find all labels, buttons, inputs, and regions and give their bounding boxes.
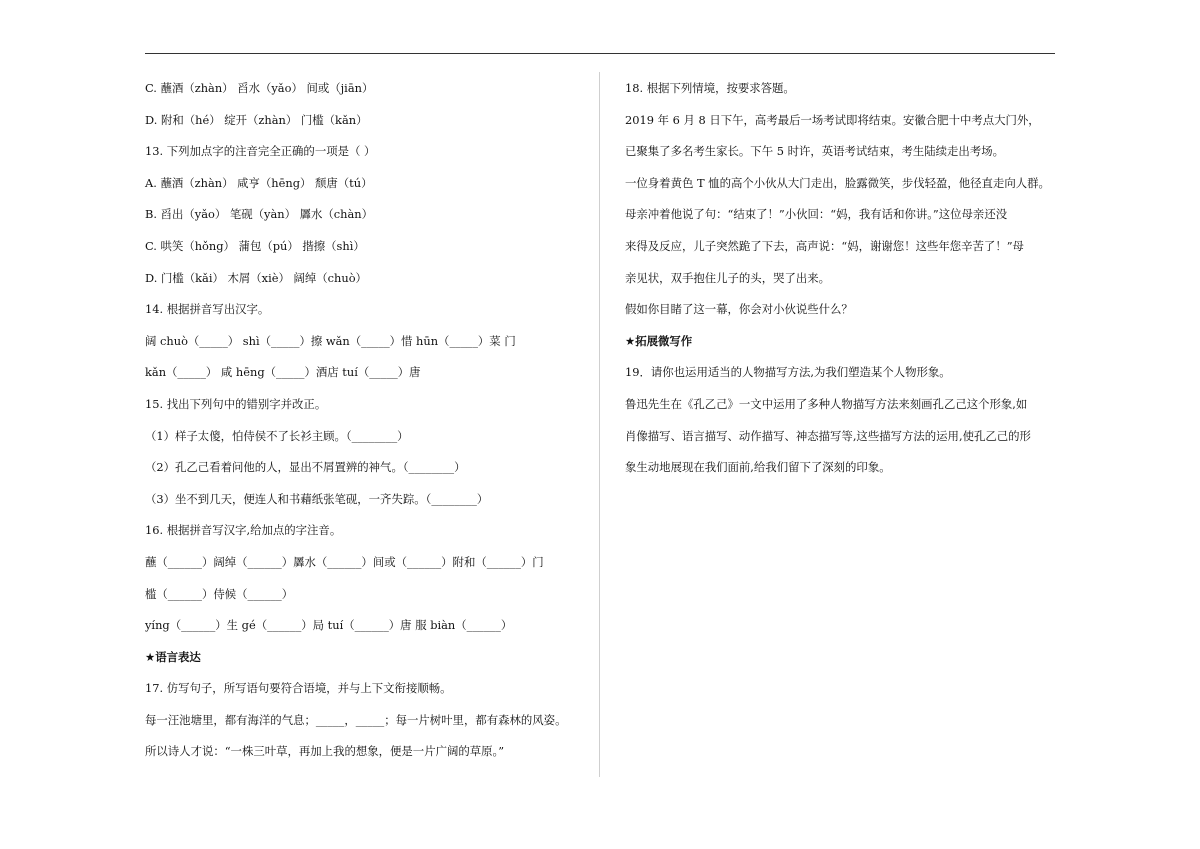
q18-passage-line-5: 来得及反应，儿子突然跪了下去，高声说：“妈，谢谢您！这些年您辛苦了！”母 — [625, 238, 1024, 253]
q17-line-2: 所以诗人才说：“一株三叶草，再加上我的想象，便是一片广阔的草原。” — [145, 744, 505, 759]
q19-passage-line-3: 象生动地展现在我们面前,给我们留下了深刻的印象。 — [625, 460, 891, 475]
q13-option-a: A. 蘸酒（zhàn） 咸亨（hēng） 颓唐（tú） — [145, 175, 373, 190]
q15-item-1: （1）样子太傻，怕侍侯不了长衫主顾。（________） — [145, 428, 409, 443]
q19-stem: 19．请你也运用适当的人物描写方法,为我们塑造某个人物形象。 — [625, 365, 951, 380]
q15-item-3: （3）坐不到几天，便连人和书藉纸张笔砚，一齐失踪。（________） — [145, 491, 489, 506]
q15-stem: 15. 找出下列句中的错别字并改正。 — [145, 396, 327, 411]
q18-stem: 18. 根据下列情境，按要求答题。 — [625, 81, 795, 95]
q16-line-1: 蘸（______）阔绰（______）羼水（______）间或（______）附和（______）门 — [145, 554, 544, 569]
section-heading-language-expression: ★语言表达 — [145, 649, 201, 664]
column-divider — [599, 72, 600, 777]
q14-line-2: kǎn（_____） 咸 hēng（_____）酒店 tuí（_____）唐 — [145, 365, 421, 380]
left-column — [145, 79, 585, 774]
q15-item-2: （2）孔乙己看着问他的人，显出不屑置辨的神气。（________） — [145, 460, 466, 475]
q13-option-c: C. 哄笑（hǒng） 蒲包（pú） 揩擦（shì） — [145, 238, 365, 253]
q12-option-d: D. 附和（hé） 绽开（zhàn） 门槛（kǎn） — [145, 112, 368, 127]
q18-passage-line-4: 母亲冲着他说了句：“结束了！”小伙回：“妈，我有话和你讲。”这位母亲还没 — [625, 207, 1008, 222]
q16-line-2: 槛（______）侍候（______） — [145, 586, 294, 601]
right-column — [625, 79, 1055, 490]
q18-passage-line-2: 已聚集了多名考生家长。下午 5 时许，英语考试结束，考生陆续走出考场。 — [625, 144, 1004, 159]
q13-stem: 13. 下列加点字的注音完全正确的一项是（ ） — [145, 144, 376, 159]
q14-line-1: 阔 chuò（_____） shì（_____）擦 wǎn（_____）惜 hūn（_____）菜 门 — [145, 333, 516, 348]
header-rule — [145, 53, 1055, 54]
q18-question: 假如你目睹了这一幕，你会对小伙说些什么？ — [625, 302, 853, 317]
q14-stem: 14. 根据拼音写出汉字。 — [145, 302, 270, 317]
q18-passage-line-1: 2019 年 6 月 8 日下午，高考最后一场考试即将结束。安徽合肥十中考点大门外， — [625, 112, 1040, 127]
q19-passage-line-1: 鲁迅先生在《孔乙己》一文中运用了多种人物描写方法来刻画孔乙己这个形象,如 — [625, 396, 1028, 411]
q17-stem: 17. 仿写句子，所写语句要符合语境，并与上下文衔接顺畅。 — [145, 681, 452, 696]
q16-stem: 16. 根据拼音写汉字,给加点的字注音。 — [145, 523, 342, 538]
q16-line-3: yíng（______）生 gé（______）局 tuí（______）唐 服 biàn（______） — [145, 618, 513, 633]
q12-option-c: C. 蘸酒（zhàn） 舀水（yǎo） 间或（jiān） — [145, 81, 374, 95]
section-heading-micro-writing: ★拓展微写作 — [625, 333, 693, 348]
q18-passage-line-6: 亲见状，双手抱住儿子的头，哭了出来。 — [625, 270, 831, 285]
q13-option-b: B. 舀出（yǎo） 笔砚（yàn） 羼水（chàn） — [145, 207, 374, 222]
q13-option-d: D. 门槛（kǎi） 木屑（xiè） 阔绰（chuò） — [145, 270, 367, 285]
q18-passage-line-3: 一位身着黄色 T 恤的高个小伙从大门走出，脸露微笑，步伐轻盈，他径直走向人群。 — [625, 175, 1050, 190]
q17-line-1: 每一汪池塘里，都有海洋的气息；_____，_____；每一片树叶里，都有森林的风姿。 — [145, 712, 567, 727]
q19-passage-line-2: 肖像描写、语言描写、动作描写、神态描写等,这些描写方法的运用,使孔乙己的形 — [625, 428, 1031, 443]
